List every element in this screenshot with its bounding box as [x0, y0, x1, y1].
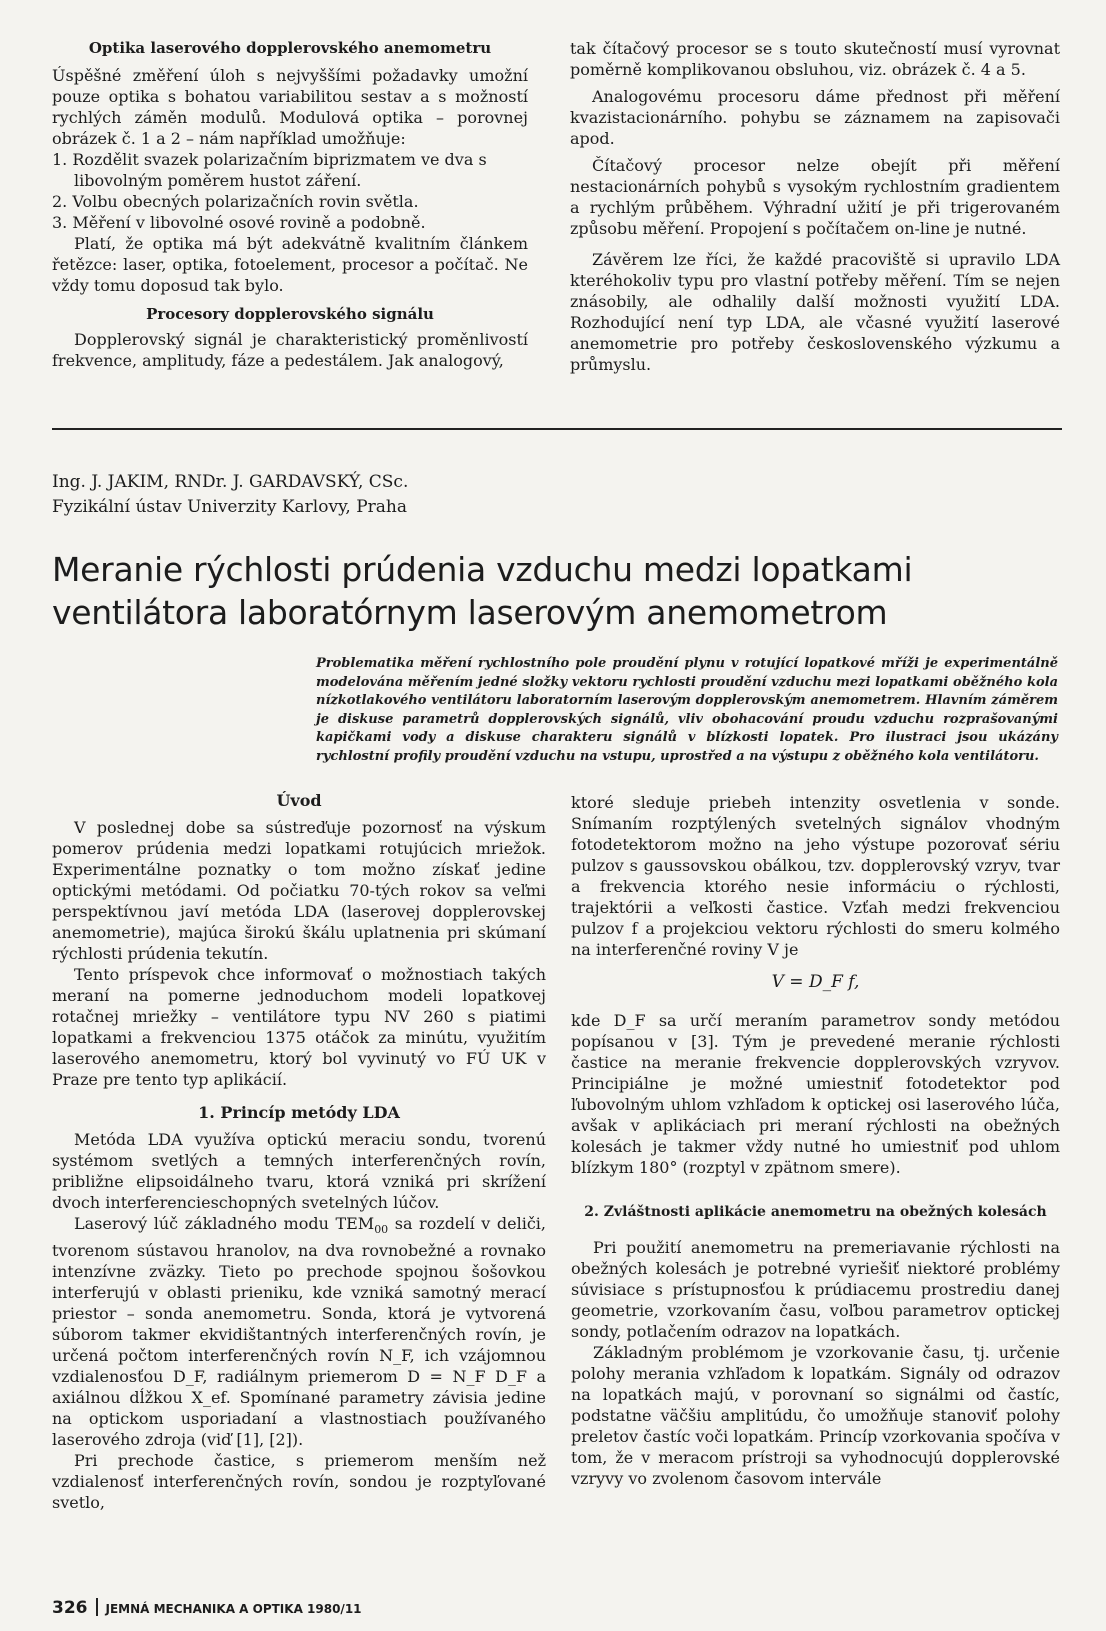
page-number: 326 — [52, 1598, 88, 1618]
section-heading: Úvod — [276, 791, 322, 810]
section-heading: Procesory dopplerovského signálu — [146, 305, 434, 323]
top-right-column — [570, 38, 1060, 375]
paragraph: Úspěšné změření úloh s nejvyššími požadavky umožní pouze optika s bohatou variabilitou sestav a s možností rychlých záměn modulů. Modulová optika – porovnej obrázek č. 1 a 2 – nám například umožňuje: — [52, 66, 528, 148]
text-run: sa rozdelí v deliči, tvorenom sústavou hranolov, na dva rovnobežné a rovnako intenzívne zväzky. Tieto po prechode spojnou šošovkou interferujú v oblasti prieniku, kde vzniká samotný merací priestor – sonda anemometru. Sonda, ktorá je vytvorená súborom takmer ekvidištantných interferenčných rovín, je určená počtom interferenčných rovín N_F, ich vzájomnou vzdialenosťou D_F, radiálnym priemerom D = N_F D_F a axiálnou dĺžkou X_ef. Spomínané parametry závisia jedine na optickom usporiadaní a vlastnostiach používaného laserového zdroja (viď [1], [2]). — [52, 1214, 546, 1450]
paragraph: Čítačový procesor nelze obejít při měření nestacionárních pohybů s vysokým rychlostním gradientem a rychlým průběhem. Výhradní užití je při trigerovaném způsobu měření. Propojení s počítačem on-line je nutné. — [570, 156, 1060, 238]
paragraph — [52, 1213, 546, 1450]
paragraph: Metóda LDA využíva optickú meraciu sondu, tvorenú systémom svetlých a temných interferenčných rovín, približne elipsoidálneho tvaru, ktorá vzniká pri skrížení dvoch interferencieschopných svetelných lúčov. — [52, 1130, 546, 1212]
paragraph: Dopplerovský signál je charakteristický proměnlivostí frekvence, amplitudy, fáze a pedestálem. Jak analogový, — [52, 330, 528, 370]
list-item: 1. Rozdělit svazek polarizačním biprizmatem ve dva s libovolným poměrem hustot záření. — [52, 150, 487, 190]
authors: Ing. J. JAKIM, RNDr. J. GARDAVSKÝ, CSc. — [52, 472, 409, 492]
paragraph: Platí, že optika má být adekvátně kvalitním článkem řetězce: laser, optika, fotoelement, procesor a počítač. Ne vždy tomu doposud tak bylo. — [52, 234, 528, 295]
paragraph: kde D_F sa určí meraním parametrov sondy metódou popísanou v [3]. Tým je prevedené meranie rýchlosti častice na meranie frekvencie dopplerovských vzryvov. Principiálne je možné umiestniť fotodetektor pod ľubovolným uhlom vzhľadom k optickej osi laserového lúča, avšak v aplikáciach pri meraní rýchlosti na obežných kolesách je takmer vždy nutné ho umiestniť pod uhlom blízkym 180° (rozptyl v zpätnom smere). — [571, 1011, 1060, 1177]
divider — [52, 428, 1062, 430]
abstract: Problematika měření rychlostního pole proudění plynu v rotující lopatkové mříži je experimentálně modelována měřením jedné složky vektoru rychlosti proudění vzduchu mezi lopatkami oběžného kola nízkotlakového ventilátoru laboratorním laserovým dopplerovským anemometrem. Hlavním záměrem je diskuse parametrů dopplerovských signálů, vliv obohacování proudu vzduchu rozprašovanými kapičkami vody a diskuse charakteru signálů v blízkosti lopatek. Pro ilustraci jsou ukázány rychlostní profily proudění vzduchu na vstupu, uprostřed a na výstupu z oběžného kola ventilátoru. — [316, 656, 1058, 764]
list-item: 2. Volbu obecných polarizačních rovin světla. — [52, 192, 419, 211]
list-item: 3. Měření v libovolné osové rovině a podobně. — [52, 213, 426, 232]
paragraph: Analogovému procesoru dáme přednost při měření kvazistacionárního. pohybu se záznamem na zapisovači apod. — [570, 87, 1060, 148]
page-footer — [52, 1598, 362, 1618]
paragraph: Závěrem lze říci, že každé pracoviště si upravilo LDA kteréhokoliv typu pro vlastní potřeby měření. Tím se nejen znásobily, ale odhalily další možnosti využití LDA. Rozhodující není typ LDA, ale včasné využití laserové anemometrie pro potřeby československého výzkumu a průmyslu. — [570, 250, 1060, 374]
paragraph: Základným problémom je vzorkovanie času, tj. určenie polohy merania vzhľadom k lopatkám. Signály od odrazov na lopatkách majú, v porovnaní so signálmi od častíc, podstatne väčšiu amplitúdu, čo umožňuje stanoviť polohy preletov častíc voči lopatkám. Princíp vzorkovania spočíva v tom, že v meracom prístroji sa vyhodnocujú dopplerovské vzryvy vo zvolenom časovom intervále — [571, 1343, 1060, 1488]
equation: V = D_F f, — [771, 972, 860, 992]
article-title: Meranie rýchlosti prúdenia vzduchu medzi lopatkami ventilátora laboratórnym laserovým anemometrom — [52, 550, 913, 632]
paragraph: Pri prechode častice, s priemerom menším než vzdialenosť interferenčných rovín, sondou je rozptyľované svetlo, — [52, 1451, 546, 1513]
section-heading: Optika laserového dopplerovského anemometru — [88, 39, 492, 57]
paragraph: ktoré sleduje priebeh intenzity osvetlenia v sonde. Snímaním rozptýlených svetelných signálov vhodným fotodetektorom možno na jeho výstupe pozorovať sériu pulzov s gaussovskou obálkou, tzv. dopplerovský vzryv, tvar a frekvencia ktorého nesie informáciu o rýchlosti, trajektórii a veľkosti častice. Vzťah medzi frekvenciou pulzov f a projekciou vektoru rýchlosti do smeru kolmého na interferenčné roviny V je — [571, 793, 1060, 959]
paragraph: Tento príspevok chce informovať o možnostiach takých meraní na pomerne jednoduchom modeli lopatkovej rotačnej mriežky – ventilátore typu NV 260 s piatimi lopatkami a frekvenciou 1375 otáčok za minútu, využitím laserového anemometru, ktorý bol vyvinutý vo FÚ UK v Praze pre tento typ aplikácií. — [52, 965, 546, 1089]
paragraph: Pri použití anemometru na premeriavanie rýchlosti na obežných kolesách je potrebné vyriešiť niektoré problémy súvisiace s prístupnosťou k prúdiacemu prostrediu danej geometrie, vzorkovaním času, voľbou parametrov optickej sondy, potlačením odrazov na lopatkách. — [571, 1238, 1060, 1341]
top-left-column — [52, 38, 528, 371]
subscript: 00 — [374, 1223, 389, 1237]
right-column — [571, 792, 1060, 1489]
section-heading: 2. Zvláštnosti aplikácie anemometru na obežných kolesách — [584, 1204, 1047, 1220]
journal-name: JEMNÁ MECHANIKA A OPTIKA 1980/11 — [105, 1602, 362, 1616]
footer-divider — [96, 1598, 98, 1616]
text-run: Laserový lúč základného modu TEM — [74, 1214, 375, 1233]
left-column — [52, 790, 546, 1513]
affiliation: Fyzikální ústav Univerzity Karlovy, Praha — [52, 497, 408, 517]
paragraph: tak čítačový procesor se s touto skutečností musí vyrovnat poměrně komplikovanou obsluhou, viz. obrázek č. 4 a 5. — [570, 39, 1060, 79]
section-heading: 1. Princíp metódy LDA — [198, 1103, 400, 1122]
article-byline — [52, 470, 408, 520]
paragraph: V poslednej dobe sa sústreďuje pozornosť na výskum pomerov prúdenia medzi lopatkami rotujúcich mriežok. Experimentálne poznatky o tom možno získať jedine optickými metódami. Od počiatku 70-tých rokov sa veľmi perspektívnou javí metóda LDA (laserovej dopplerovskej anemometrie), majúca širokú škálu uplatnenia pri skúmaní rýchlosti prúdenia tekutín. — [52, 818, 546, 963]
numbered-list — [52, 149, 528, 233]
